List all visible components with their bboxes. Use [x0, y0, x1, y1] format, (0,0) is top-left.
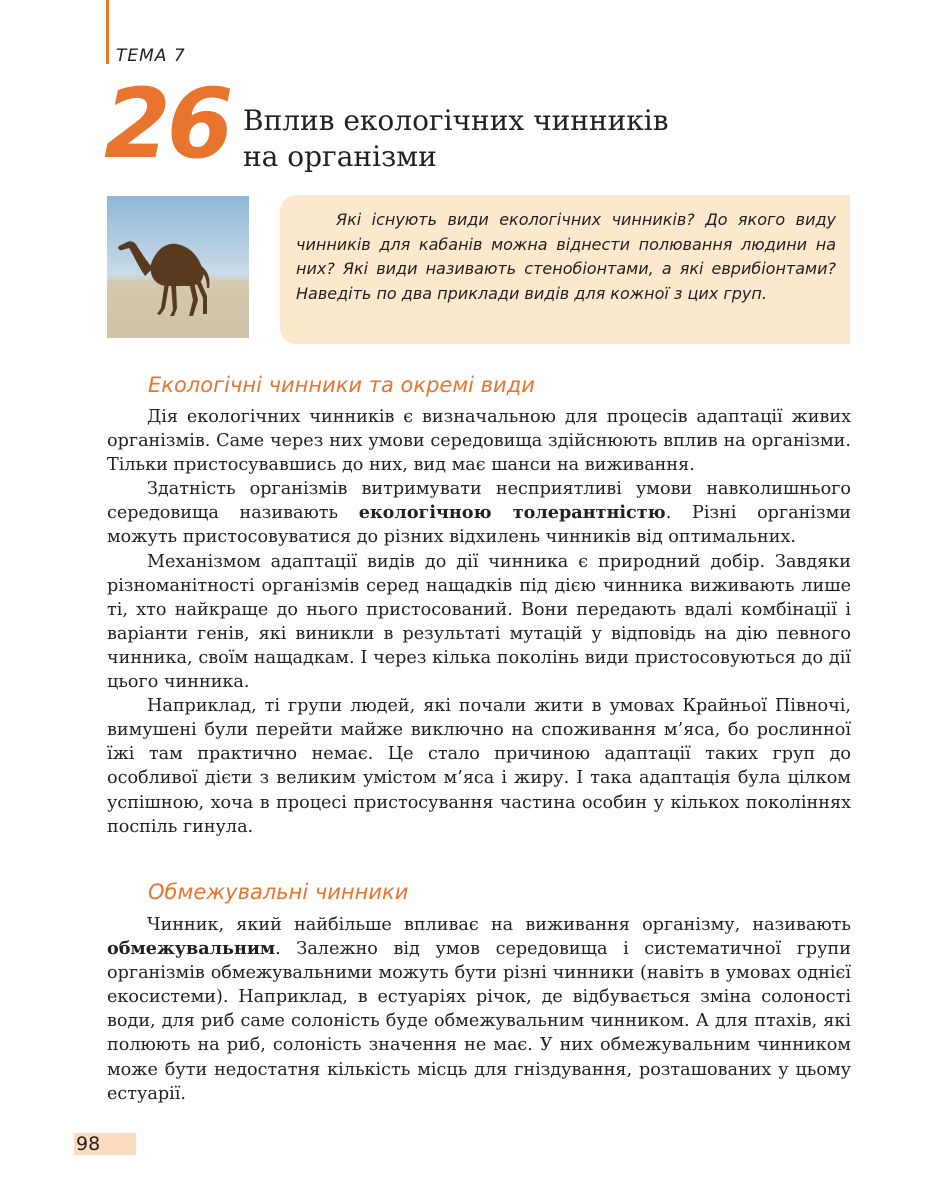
lesson-title-line1: Вплив екологічних чинників	[243, 104, 669, 137]
term-ecological-tolerance: екологічною толерантністю	[358, 502, 666, 524]
lesson-title-line2: на організми	[243, 140, 437, 173]
paragraph-text: . Різні організми можуть пристосовуватися до різних відхилень чинників від оптимальних.	[107, 503, 851, 548]
page-number: 98	[76, 1133, 101, 1155]
paragraph	[107, 913, 851, 1106]
paragraph-text: Здатність організмів витримувати несприятливі умови навколишнього середовища називають	[107, 479, 851, 524]
paragraph: Механізмом адаптації видів до дії чинника є природний добір. Завдяки різноманітності організмів серед нащадків під дією чинника виживають лише ті, хто найкраще до нього пристосований. Вони передають вдалі комбінації і варіанти генів, які виникли в результаті мутацій у відповідь на дію певного чинника, своїм нащадкам. І через кілька поколінь види пристосовуються до дії цього чинника.	[107, 551, 851, 693]
paragraph	[107, 477, 851, 549]
paragraph: Наприклад, ті групи людей, які почали жити в умовах Крайньої Півночі, вимушені були перейти майже виключно на споживання м’яса, бо рослинної їжі там практично немає. Це стало причиною адаптації таких груп до особливої дієти з великим умістом м’яса і жиру. І така адаптація була цілком успішною, хоча в процесі пристосування частина особин у кількох поколіннях поспіль гинула.	[107, 696, 851, 837]
paragraph: Дія екологічних чинників є визначальною для процесів адаптації живих організмів. Саме через них умови середовища здійснюють вплив на організми. Тільки пристосувавшись до них, вид має шанси на виживання.	[107, 407, 851, 476]
camel-photo	[107, 196, 249, 338]
section-heading-limiting-factors: Обмежувальні чинники	[148, 880, 409, 904]
paragraph-text: . Залежно від умов середовища і систематичної групи організмів обмежувальними можуть бути різні чинники (навіть в умовах однієї екосистеми). Наприклад, в естуаріях річок, де відбувається зміна солоності води, для риб саме солоність буде обмежувальним чинником. А для птахів, які полюють на риб, солоність значення не має. У них обмежувальним чинником може бути недостатня кількість місць для гніздування, розташованих у цьому естуарії.	[107, 939, 851, 1104]
intro-questions-box	[280, 195, 850, 344]
topic-label: ТЕМА 7	[116, 46, 186, 66]
lesson-number: 26	[104, 68, 230, 180]
section1-body	[107, 405, 851, 839]
lesson-title	[243, 103, 668, 175]
topic-marker-bar	[106, 0, 109, 64]
term-limiting: обмежувальним	[107, 938, 276, 960]
paragraph-text: Чинник, який найбільше впливає на виживання організму, називають	[147, 915, 851, 935]
section2-body	[107, 913, 851, 1106]
intro-questions-text: Які існують види екологічних чинників? До якого виду чинників для кабанів можна віднести полювання людини на них? Які види називають стенобіонтами, а які еврибіонтами? Наведіть по два приклади видів для кожної з цих груп.	[296, 210, 836, 303]
section-heading-ecological-factors: Екологічні чинники та окремі види	[148, 373, 535, 397]
